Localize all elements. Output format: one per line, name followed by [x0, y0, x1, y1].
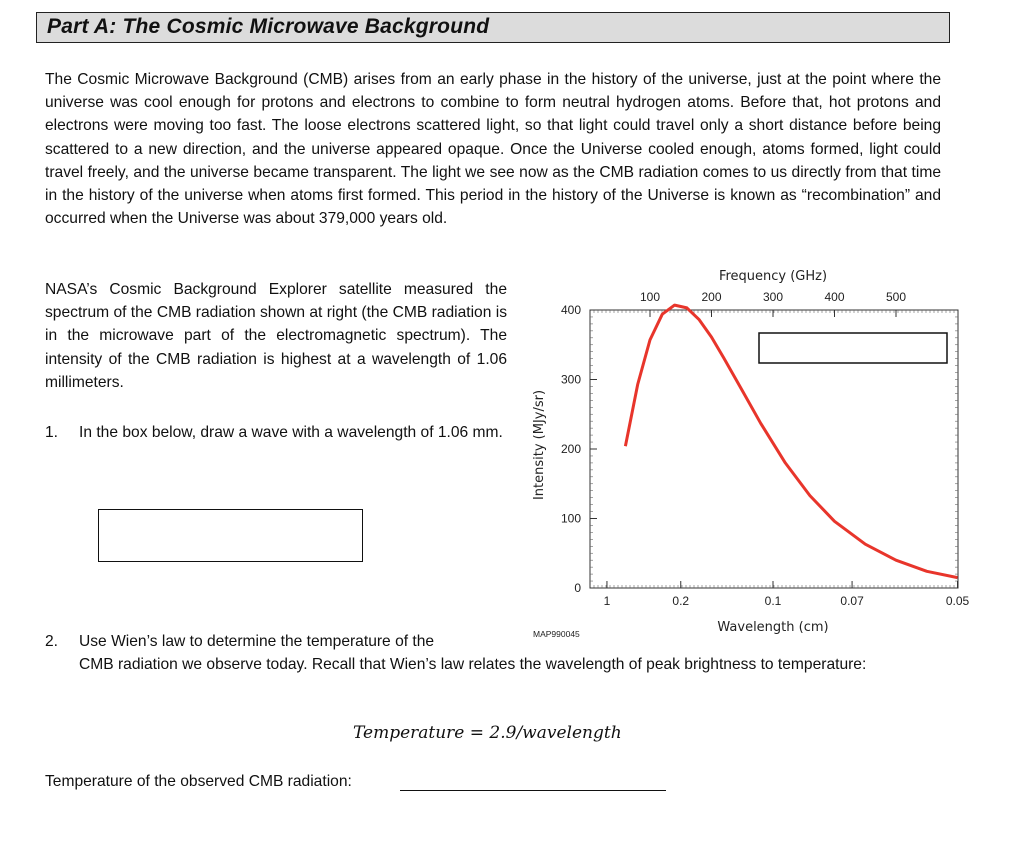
bottom-tick-label: 0.07: [840, 594, 864, 608]
bottom-tick-label: 0.05: [945, 594, 970, 608]
top-tick-label: 300: [762, 290, 784, 304]
top-tick-label: 400: [824, 290, 845, 304]
frequency-axis-label: Frequency (GHz): [718, 269, 828, 284]
cobe-paragraph: NASA’s Cosmic Background Explorer satellite measured the spectrum of the CMB radiation shown at right (the CMB radiation is in the microwave part of the electromagnetic spectrum). The intensity of the CMB radiation is highest at a wavelength of 1.06 millimeters.: [45, 281, 507, 391]
wien-formula: Temperature = 2.9/wavelength: [353, 723, 622, 743]
question-2-line2: CMB radiation we observe today. Recall that Wien’s law relates the wavelength of peak brightness to temperature:: [79, 656, 867, 673]
intro-paragraph: The Cosmic Microwave Background (CMB) arises from an early phase in the history of the universe, just at the point where the universe was cool enough for protons and electrons to combine to form neutral hydrogen atoms. Before that, hot protons and electrons were moving too fast. The loose electrons scattered light, so that light could travel only a short distance before being scattered to a new direction, and the universe appeared opaque. Once the Universe cooled enough, atoms formed, light could travel freely, and the universe became transparent. The light we see now as the CMB radiation comes to us directly from that time in the history of the universe when atoms first formed. This period in the history of the Universe is known as “recombination” and occurred when the Universe was about 379,000 years old.: [45, 71, 941, 228]
bottom-tick-label: 1: [603, 594, 611, 608]
y-tick-label: 300: [560, 372, 581, 387]
question-2-line1: Use Wien’s law to determine the temperature of the: [79, 633, 435, 650]
top-tick-label: 100: [639, 290, 661, 304]
chart-credit: MAP990045: [533, 629, 580, 639]
top-tick-label: 500: [885, 290, 907, 304]
question-2-number: 2.: [45, 633, 59, 650]
chart-answer-box[interactable]: [759, 333, 947, 363]
intensity-axis-label: Intensity (MJy/sr): [532, 389, 547, 501]
question-1-number: 1.: [45, 424, 59, 441]
y-tick-label: 0: [574, 581, 581, 595]
answer-label: Temperature of the observed CMB radiation:: [45, 773, 352, 790]
question-1-text: In the box below, draw a wave with a wavelength of 1.06 mm.: [79, 424, 503, 441]
section-title: Part A: The Cosmic Microwave Background: [47, 15, 490, 38]
wavelength-axis-label: Wavelength (cm): [717, 620, 829, 635]
bottom-tick-label: 0.2: [672, 594, 690, 608]
y-tick-label: 400: [560, 303, 581, 317]
y-tick-label: 200: [560, 442, 581, 456]
y-tick-label: 100: [560, 511, 581, 526]
bottom-tick-label: 0.1: [764, 594, 782, 608]
top-tick-label: 200: [701, 290, 722, 304]
answer-blank[interactable]: [400, 790, 666, 791]
